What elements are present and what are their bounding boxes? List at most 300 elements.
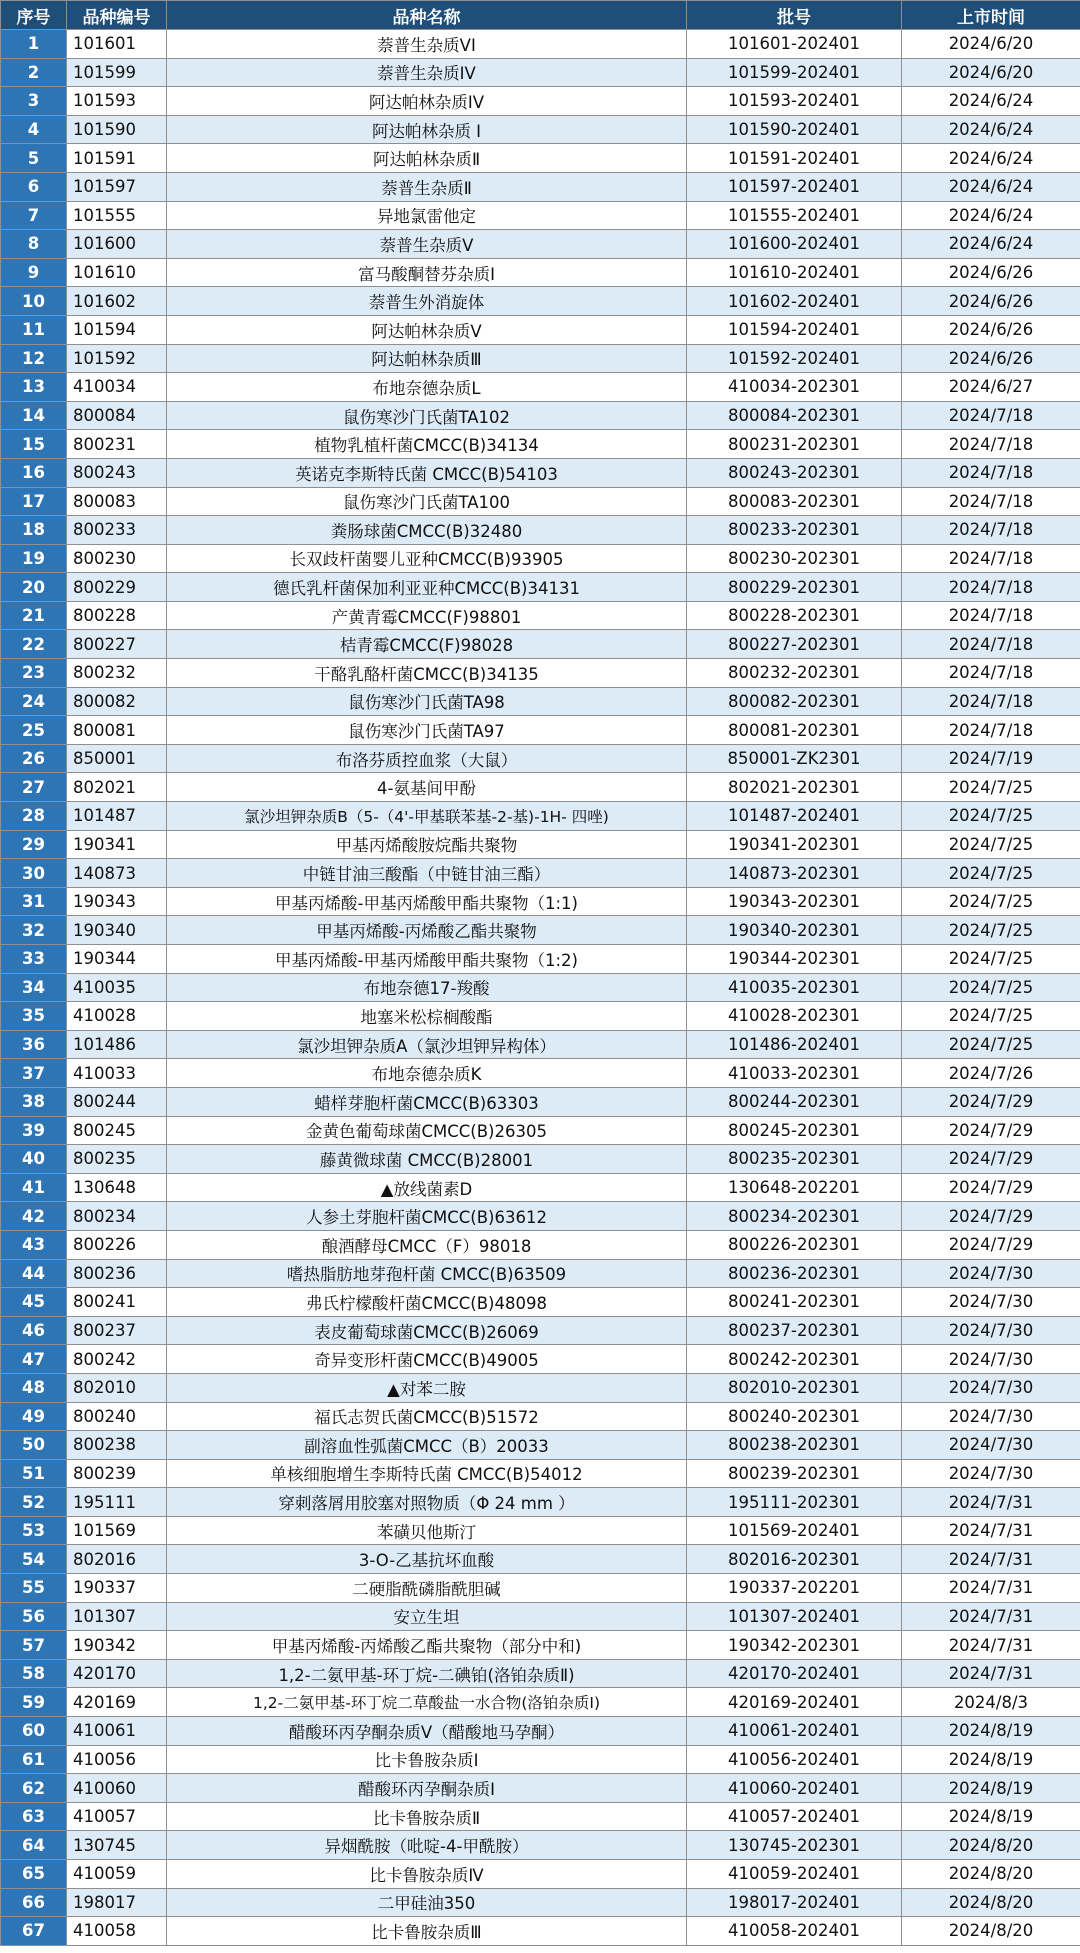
row-index: 26 bbox=[1, 744, 67, 773]
item-name: 富马酸酮替芬杂质I bbox=[167, 258, 687, 287]
table-row bbox=[1, 1373, 1080, 1402]
table-row bbox=[1, 287, 1080, 316]
release-date: 2024/7/18 bbox=[902, 458, 1080, 487]
row-index: 8 bbox=[1, 230, 67, 259]
header-batch: 批号 bbox=[687, 1, 902, 30]
item-name: 鼠伤寒沙门氏菌TA102 bbox=[167, 401, 687, 430]
table-row bbox=[1, 1288, 1080, 1317]
table-row bbox=[1, 1631, 1080, 1660]
row-index: 9 bbox=[1, 258, 67, 287]
batch-number: 802016-202301 bbox=[687, 1545, 902, 1574]
header-code: 品种编号 bbox=[67, 1, 167, 30]
row-index: 1 bbox=[1, 30, 67, 59]
release-date: 2024/7/19 bbox=[902, 744, 1080, 773]
item-code: 140873 bbox=[67, 859, 167, 888]
item-name: 比卡鲁胺杂质Ⅲ bbox=[167, 1917, 687, 1946]
item-code: 410035 bbox=[67, 973, 167, 1002]
row-index: 27 bbox=[1, 773, 67, 802]
table-row bbox=[1, 344, 1080, 373]
batch-number: 800084-202301 bbox=[687, 401, 902, 430]
row-index: 36 bbox=[1, 1030, 67, 1059]
item-code: 195111 bbox=[67, 1488, 167, 1517]
table-row bbox=[1, 115, 1080, 144]
release-date: 2024/6/20 bbox=[902, 30, 1080, 59]
item-code: 190341 bbox=[67, 830, 167, 859]
batch-number: 410060-202401 bbox=[687, 1774, 902, 1803]
item-name: 甲基丙烯酸-丙烯酸乙酯共聚物 bbox=[167, 916, 687, 945]
table-row bbox=[1, 601, 1080, 630]
table-row bbox=[1, 859, 1080, 888]
item-code: 101602 bbox=[67, 287, 167, 316]
item-code: 800236 bbox=[67, 1259, 167, 1288]
batch-number: 800236-202301 bbox=[687, 1259, 902, 1288]
batch-number: 420169-202401 bbox=[687, 1688, 902, 1717]
table-row bbox=[1, 1688, 1080, 1717]
batch-number: 101486-202401 bbox=[687, 1030, 902, 1059]
item-code: 800242 bbox=[67, 1345, 167, 1374]
item-name: 异地氯雷他定 bbox=[167, 201, 687, 230]
row-index: 41 bbox=[1, 1173, 67, 1202]
row-index: 28 bbox=[1, 802, 67, 831]
row-index: 46 bbox=[1, 1316, 67, 1345]
table-row bbox=[1, 487, 1080, 516]
table-row bbox=[1, 172, 1080, 201]
batch-number: 190341-202301 bbox=[687, 830, 902, 859]
item-code: 800238 bbox=[67, 1431, 167, 1460]
batch-number: 130648-202201 bbox=[687, 1173, 902, 1202]
item-code: 130648 bbox=[67, 1173, 167, 1202]
item-name: 萘普生杂质V bbox=[167, 230, 687, 259]
row-index: 31 bbox=[1, 887, 67, 916]
item-name: 甲基丙烯酸胺烷酯共聚物 bbox=[167, 830, 687, 859]
release-date: 2024/8/3 bbox=[902, 1688, 1080, 1717]
item-code: 101555 bbox=[67, 201, 167, 230]
batch-number: 101600-202401 bbox=[687, 230, 902, 259]
release-date: 2024/8/19 bbox=[902, 1745, 1080, 1774]
release-date: 2024/6/26 bbox=[902, 258, 1080, 287]
item-code: 101594 bbox=[67, 315, 167, 344]
batch-number: 800234-202301 bbox=[687, 1202, 902, 1231]
release-date: 2024/7/18 bbox=[902, 601, 1080, 630]
batch-number: 101592-202401 bbox=[687, 344, 902, 373]
release-date: 2024/7/18 bbox=[902, 630, 1080, 659]
batch-number: 101307-202401 bbox=[687, 1602, 902, 1631]
release-date: 2024/7/29 bbox=[902, 1173, 1080, 1202]
batch-number: 101599-202401 bbox=[687, 58, 902, 87]
row-index: 7 bbox=[1, 201, 67, 230]
row-index: 40 bbox=[1, 1145, 67, 1174]
item-code: 190344 bbox=[67, 945, 167, 974]
item-name: 酿酒酵母CMCC（F）98018 bbox=[167, 1230, 687, 1259]
batch-number: 410034-202301 bbox=[687, 373, 902, 402]
batch-number: 800231-202301 bbox=[687, 430, 902, 459]
item-code: 101610 bbox=[67, 258, 167, 287]
release-date: 2024/7/31 bbox=[902, 1659, 1080, 1688]
table-row bbox=[1, 744, 1080, 773]
release-date: 2024/6/24 bbox=[902, 115, 1080, 144]
item-code: 800083 bbox=[67, 487, 167, 516]
row-index: 45 bbox=[1, 1288, 67, 1317]
item-name: 阿达帕林杂质Ⅱ bbox=[167, 144, 687, 173]
row-index: 16 bbox=[1, 458, 67, 487]
item-name: 福氏志贺氏菌CMCC(B)51572 bbox=[167, 1402, 687, 1431]
item-name: 阿达帕林杂质 I bbox=[167, 115, 687, 144]
table-row bbox=[1, 144, 1080, 173]
table-row bbox=[1, 573, 1080, 602]
release-date: 2024/7/31 bbox=[902, 1545, 1080, 1574]
batch-number: 800240-202301 bbox=[687, 1402, 902, 1431]
item-code: 410056 bbox=[67, 1745, 167, 1774]
release-date: 2024/7/25 bbox=[902, 887, 1080, 916]
release-date: 2024/8/19 bbox=[902, 1802, 1080, 1831]
release-date: 2024/6/27 bbox=[902, 373, 1080, 402]
table-row bbox=[1, 802, 1080, 831]
item-name: 粪肠球菌CMCC(B)32480 bbox=[167, 516, 687, 545]
item-name: ▲放线菌素D bbox=[167, 1173, 687, 1202]
row-index: 49 bbox=[1, 1402, 67, 1431]
item-name: 穿刺落屑用胶塞对照物质（Φ 24 mm ） bbox=[167, 1488, 687, 1517]
table-row bbox=[1, 1574, 1080, 1603]
row-index: 50 bbox=[1, 1431, 67, 1460]
item-name: 醋酸环丙孕酮杂质Ⅰ bbox=[167, 1774, 687, 1803]
row-index: 4 bbox=[1, 115, 67, 144]
row-index: 43 bbox=[1, 1230, 67, 1259]
item-code: 800228 bbox=[67, 601, 167, 630]
row-index: 11 bbox=[1, 315, 67, 344]
batch-number: 410028-202301 bbox=[687, 1002, 902, 1031]
item-code: 410059 bbox=[67, 1860, 167, 1889]
table-row bbox=[1, 1488, 1080, 1517]
table-row bbox=[1, 30, 1080, 59]
release-date: 2024/7/29 bbox=[902, 1202, 1080, 1231]
batch-number: 101601-202401 bbox=[687, 30, 902, 59]
batch-number: 190337-202201 bbox=[687, 1574, 902, 1603]
batch-number: 800230-202301 bbox=[687, 544, 902, 573]
batch-number: 800228-202301 bbox=[687, 601, 902, 630]
item-code: 101600 bbox=[67, 230, 167, 259]
item-name: 萘普生杂质Ⅱ bbox=[167, 172, 687, 201]
table-row bbox=[1, 1459, 1080, 1488]
item-code: 800226 bbox=[67, 1230, 167, 1259]
table-row bbox=[1, 544, 1080, 573]
item-code: 800231 bbox=[67, 430, 167, 459]
release-date: 2024/8/19 bbox=[902, 1717, 1080, 1746]
release-date: 2024/7/30 bbox=[902, 1316, 1080, 1345]
table-row bbox=[1, 1345, 1080, 1374]
batch-number: 190342-202301 bbox=[687, 1631, 902, 1660]
table-body bbox=[1, 30, 1080, 1946]
batch-number: 101593-202401 bbox=[687, 87, 902, 116]
item-code: 190337 bbox=[67, 1574, 167, 1603]
release-date: 2024/7/31 bbox=[902, 1574, 1080, 1603]
release-date: 2024/8/20 bbox=[902, 1831, 1080, 1860]
item-code: 410060 bbox=[67, 1774, 167, 1803]
item-code: 802010 bbox=[67, 1373, 167, 1402]
batch-number: 800237-202301 bbox=[687, 1316, 902, 1345]
batch-number: 800241-202301 bbox=[687, 1288, 902, 1317]
item-code: 190342 bbox=[67, 1631, 167, 1660]
batch-number: 190343-202301 bbox=[687, 887, 902, 916]
item-code: 410033 bbox=[67, 1059, 167, 1088]
release-date: 2024/7/29 bbox=[902, 1087, 1080, 1116]
table-row bbox=[1, 1516, 1080, 1545]
row-index: 35 bbox=[1, 1002, 67, 1031]
item-name: 人参土芽胞杆菌CMCC(B)63612 bbox=[167, 1202, 687, 1231]
item-code: 800240 bbox=[67, 1402, 167, 1431]
table-row bbox=[1, 1316, 1080, 1345]
table-row bbox=[1, 1059, 1080, 1088]
item-name: 甲基丙烯酸-甲基丙烯酸甲酯共聚物（1:1) bbox=[167, 887, 687, 916]
batch-number: 195111-202301 bbox=[687, 1488, 902, 1517]
table-row bbox=[1, 1402, 1080, 1431]
item-code: 101599 bbox=[67, 58, 167, 87]
batch-number: 800082-202301 bbox=[687, 687, 902, 716]
release-date: 2024/7/18 bbox=[902, 430, 1080, 459]
item-name: 单核细胞增生李斯特氏菌 CMCC(B)54012 bbox=[167, 1459, 687, 1488]
table-row bbox=[1, 1087, 1080, 1116]
item-code: 420169 bbox=[67, 1688, 167, 1717]
item-name: 金黄色葡萄球菌CMCC(B)26305 bbox=[167, 1116, 687, 1145]
table-row bbox=[1, 1230, 1080, 1259]
batch-number: 800081-202301 bbox=[687, 716, 902, 745]
table-row bbox=[1, 1202, 1080, 1231]
table-row bbox=[1, 201, 1080, 230]
batch-number: 101590-202401 bbox=[687, 115, 902, 144]
item-code: 101590 bbox=[67, 115, 167, 144]
batch-number: 410061-202401 bbox=[687, 1717, 902, 1746]
row-index: 18 bbox=[1, 516, 67, 545]
header-name: 品种名称 bbox=[167, 1, 687, 30]
row-index: 23 bbox=[1, 659, 67, 688]
item-name: 地塞米松棕榈酸酯 bbox=[167, 1002, 687, 1031]
batch-number: 800243-202301 bbox=[687, 458, 902, 487]
table-row bbox=[1, 87, 1080, 116]
release-date: 2024/7/30 bbox=[902, 1373, 1080, 1402]
release-date: 2024/8/20 bbox=[902, 1917, 1080, 1946]
batch-number: 800245-202301 bbox=[687, 1116, 902, 1145]
item-code: 101597 bbox=[67, 172, 167, 201]
table-row bbox=[1, 1745, 1080, 1774]
batch-number: 800235-202301 bbox=[687, 1145, 902, 1174]
item-code: 800239 bbox=[67, 1459, 167, 1488]
batch-number: 800083-202301 bbox=[687, 487, 902, 516]
table-row bbox=[1, 401, 1080, 430]
item-name: 干酪乳酪杆菌CMCC(B)34135 bbox=[167, 659, 687, 688]
batch-number: 800233-202301 bbox=[687, 516, 902, 545]
table-row bbox=[1, 1173, 1080, 1202]
item-code: 101486 bbox=[67, 1030, 167, 1059]
row-index: 64 bbox=[1, 1831, 67, 1860]
table-row bbox=[1, 916, 1080, 945]
release-date: 2024/7/30 bbox=[902, 1459, 1080, 1488]
item-code: 800084 bbox=[67, 401, 167, 430]
batch-number: 420170-202401 bbox=[687, 1659, 902, 1688]
item-code: 101601 bbox=[67, 30, 167, 59]
item-name: 阿达帕林杂质Ⅲ bbox=[167, 344, 687, 373]
item-name: 二硬脂酰磷脂酰胆碱 bbox=[167, 1574, 687, 1603]
item-code: 800235 bbox=[67, 1145, 167, 1174]
release-date: 2024/7/25 bbox=[902, 773, 1080, 802]
table-row bbox=[1, 945, 1080, 974]
release-date: 2024/7/25 bbox=[902, 830, 1080, 859]
header-date: 上市时间 bbox=[902, 1, 1080, 30]
release-date: 2024/6/24 bbox=[902, 144, 1080, 173]
row-index: 30 bbox=[1, 859, 67, 888]
table-row bbox=[1, 830, 1080, 859]
release-date: 2024/7/29 bbox=[902, 1116, 1080, 1145]
item-name: 鼠伤寒沙门氏菌TA98 bbox=[167, 687, 687, 716]
row-index: 52 bbox=[1, 1488, 67, 1517]
item-name: 醋酸环丙孕酮杂质Ⅴ（醋酸地马孕酮） bbox=[167, 1717, 687, 1746]
item-name: 中链甘油三酸酯（中链甘油三酯） bbox=[167, 859, 687, 888]
release-date: 2024/6/24 bbox=[902, 87, 1080, 116]
item-code: 101591 bbox=[67, 144, 167, 173]
table-row bbox=[1, 773, 1080, 802]
release-date: 2024/6/26 bbox=[902, 344, 1080, 373]
item-code: 101592 bbox=[67, 344, 167, 373]
table-row bbox=[1, 1602, 1080, 1631]
item-name: 异烟酰胺（吡啶-4-甲酰胺） bbox=[167, 1831, 687, 1860]
release-date: 2024/7/18 bbox=[902, 716, 1080, 745]
release-date: 2024/7/26 bbox=[902, 1059, 1080, 1088]
release-date: 2024/7/18 bbox=[902, 487, 1080, 516]
item-name: 3-O-乙基抗坏血酸 bbox=[167, 1545, 687, 1574]
item-code: 101307 bbox=[67, 1602, 167, 1631]
batch-number: 101591-202401 bbox=[687, 144, 902, 173]
item-name: 英诺克李斯特氏菌 CMCC(B)54103 bbox=[167, 458, 687, 487]
row-index: 37 bbox=[1, 1059, 67, 1088]
item-code: 410058 bbox=[67, 1917, 167, 1946]
item-name: 布地奈德杂质K bbox=[167, 1059, 687, 1088]
batch-number: 802021-202301 bbox=[687, 773, 902, 802]
table-row bbox=[1, 630, 1080, 659]
row-index: 6 bbox=[1, 172, 67, 201]
item-name: 藤黄微球菌 CMCC(B)28001 bbox=[167, 1145, 687, 1174]
release-date: 2024/8/19 bbox=[902, 1774, 1080, 1803]
item-name: 1,2-二氨甲基-环丁烷二草酸盐一水合物(洛铂杂质Ⅰ) bbox=[167, 1688, 687, 1717]
row-index: 10 bbox=[1, 287, 67, 316]
item-name: 蜡样芽胞杆菌CMCC(B)63303 bbox=[167, 1087, 687, 1116]
table-row bbox=[1, 659, 1080, 688]
release-date: 2024/7/18 bbox=[902, 687, 1080, 716]
release-date: 2024/6/24 bbox=[902, 230, 1080, 259]
table-row bbox=[1, 716, 1080, 745]
item-name: 阿达帕林杂质V bbox=[167, 315, 687, 344]
release-date: 2024/7/25 bbox=[902, 916, 1080, 945]
batch-number: 800242-202301 bbox=[687, 1345, 902, 1374]
batch-number: 101597-202401 bbox=[687, 172, 902, 201]
item-name: 长双歧杆菌婴儿亚种CMCC(B)93905 bbox=[167, 544, 687, 573]
table-row bbox=[1, 230, 1080, 259]
item-code: 198017 bbox=[67, 1888, 167, 1917]
row-index: 15 bbox=[1, 430, 67, 459]
release-date: 2024/7/30 bbox=[902, 1431, 1080, 1460]
item-name: 布地奈德17-羧酸 bbox=[167, 973, 687, 1002]
table-row bbox=[1, 315, 1080, 344]
row-index: 44 bbox=[1, 1259, 67, 1288]
table-row bbox=[1, 258, 1080, 287]
release-date: 2024/7/31 bbox=[902, 1602, 1080, 1631]
table-row bbox=[1, 1774, 1080, 1803]
header-index: 序号 bbox=[1, 1, 67, 30]
item-code: 800229 bbox=[67, 573, 167, 602]
item-name: 奇异变形杆菌CMCC(B)49005 bbox=[167, 1345, 687, 1374]
item-name: 甲基丙烯酸-丙烯酸乙酯共聚物（部分中和) bbox=[167, 1631, 687, 1660]
item-name: 布洛芬质控血浆（大鼠） bbox=[167, 744, 687, 773]
release-date: 2024/8/20 bbox=[902, 1860, 1080, 1889]
release-date: 2024/7/25 bbox=[902, 973, 1080, 1002]
table-row bbox=[1, 1002, 1080, 1031]
release-date: 2024/7/29 bbox=[902, 1230, 1080, 1259]
item-name: 嗜热脂肪地芽孢杆菌 CMCC(B)63509 bbox=[167, 1259, 687, 1288]
row-index: 65 bbox=[1, 1860, 67, 1889]
item-code: 800244 bbox=[67, 1087, 167, 1116]
item-code: 800245 bbox=[67, 1116, 167, 1145]
table-row bbox=[1, 458, 1080, 487]
table-row bbox=[1, 1431, 1080, 1460]
table-row bbox=[1, 373, 1080, 402]
row-index: 38 bbox=[1, 1087, 67, 1116]
batch-number: 800238-202301 bbox=[687, 1431, 902, 1460]
batch-number: 800227-202301 bbox=[687, 630, 902, 659]
release-date: 2024/7/31 bbox=[902, 1631, 1080, 1660]
item-code: 802021 bbox=[67, 773, 167, 802]
item-name: 二甲硅油350 bbox=[167, 1888, 687, 1917]
batch-number: 101487-202401 bbox=[687, 802, 902, 831]
item-name: 桔青霉CMCC(F)98028 bbox=[167, 630, 687, 659]
item-code: 130745 bbox=[67, 1831, 167, 1860]
item-name: 萘普生外消旋体 bbox=[167, 287, 687, 316]
batch-number: 140873-202301 bbox=[687, 859, 902, 888]
item-name: 副溶血性弧菌CMCC（B）20033 bbox=[167, 1431, 687, 1460]
row-index: 58 bbox=[1, 1659, 67, 1688]
release-date: 2024/7/30 bbox=[902, 1288, 1080, 1317]
item-code: 800241 bbox=[67, 1288, 167, 1317]
table-header bbox=[1, 1, 1080, 30]
row-index: 47 bbox=[1, 1345, 67, 1374]
row-index: 5 bbox=[1, 144, 67, 173]
item-name: 比卡鲁胺杂质Ⅰ bbox=[167, 1745, 687, 1774]
item-name: 氯沙坦钾杂质B（5-（4'-甲基联苯基-2-基)-1H- 四唑) bbox=[167, 802, 687, 831]
item-code: 800082 bbox=[67, 687, 167, 716]
release-date: 2024/7/25 bbox=[902, 1030, 1080, 1059]
batch-number: 190340-202301 bbox=[687, 916, 902, 945]
item-name: 鼠伤寒沙门氏菌TA97 bbox=[167, 716, 687, 745]
table-row bbox=[1, 973, 1080, 1002]
row-index: 62 bbox=[1, 1774, 67, 1803]
item-code: 420170 bbox=[67, 1659, 167, 1688]
release-date: 2024/7/30 bbox=[902, 1402, 1080, 1431]
row-index: 53 bbox=[1, 1516, 67, 1545]
batch-number: 410056-202401 bbox=[687, 1745, 902, 1774]
table-row bbox=[1, 1659, 1080, 1688]
batch-number: 800244-202301 bbox=[687, 1087, 902, 1116]
release-date: 2024/7/31 bbox=[902, 1488, 1080, 1517]
table-row bbox=[1, 887, 1080, 916]
batch-number: 850001-ZK2301 bbox=[687, 744, 902, 773]
item-code: 410057 bbox=[67, 1802, 167, 1831]
release-date: 2024/6/26 bbox=[902, 315, 1080, 344]
table-row bbox=[1, 1917, 1080, 1946]
item-name: 萘普生杂质VI bbox=[167, 30, 687, 59]
row-index: 61 bbox=[1, 1745, 67, 1774]
batch-number: 198017-202401 bbox=[687, 1888, 902, 1917]
table-row bbox=[1, 1802, 1080, 1831]
row-index: 2 bbox=[1, 58, 67, 87]
row-index: 17 bbox=[1, 487, 67, 516]
item-code: 800234 bbox=[67, 1202, 167, 1231]
item-name: 表皮葡萄球菌CMCC(B)26069 bbox=[167, 1316, 687, 1345]
